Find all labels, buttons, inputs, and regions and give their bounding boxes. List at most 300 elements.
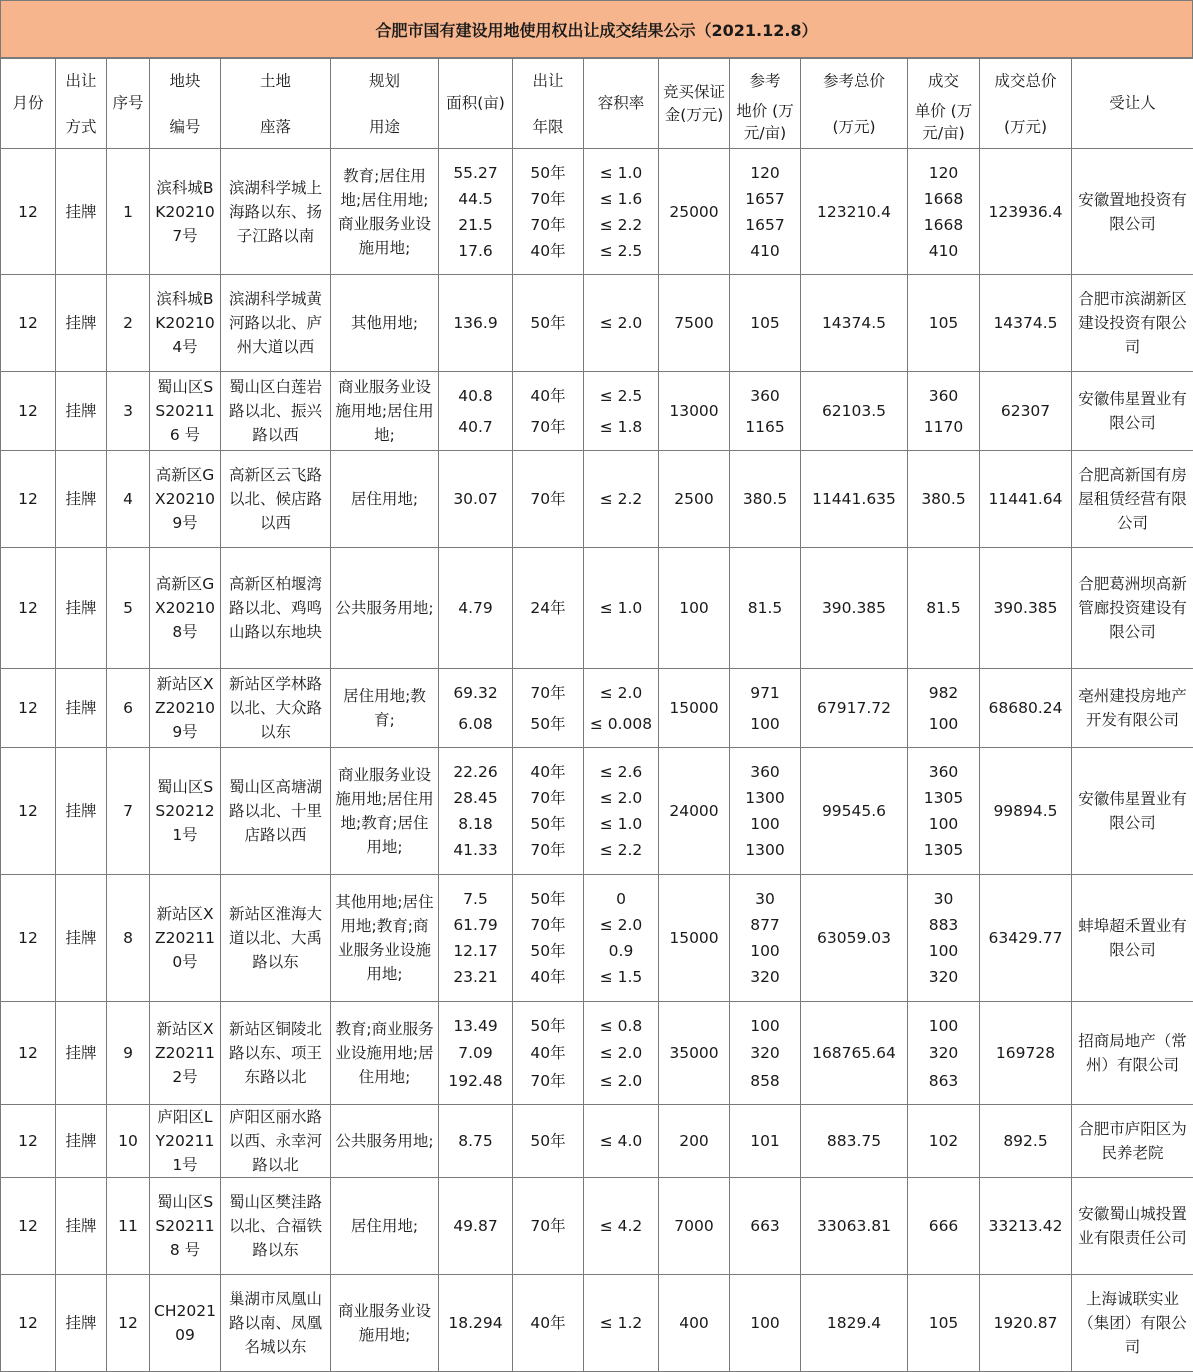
cell-area-value: 69.32 (453, 683, 498, 702)
cell-deal-total: 68680.24 (980, 669, 1072, 748)
cell-term-value: 70年 (530, 417, 566, 436)
header-method: 出让 方式 (56, 59, 107, 149)
cell-deal-total: 62307 (980, 372, 1072, 451)
cell-ref-price (730, 149, 801, 275)
header-usage: 规划 用途 (331, 59, 439, 149)
cell-ref-price (730, 669, 801, 748)
cell-area-value: 18.294 (448, 1314, 503, 1332)
cell-deal-price-value: 982 (928, 683, 959, 702)
header-location: 土地 座落 (221, 59, 331, 149)
cell-term-value: 40年 (530, 1044, 566, 1062)
cell-ref-price-value: 663 (750, 1217, 780, 1235)
cell-ref-price-value: 30 (755, 889, 775, 908)
cell-buyer: 合肥市滨湖新区建设投资有限公司 (1072, 275, 1193, 372)
cell-month: 12 (1, 748, 56, 875)
cell-area-value: 6.08 (458, 714, 493, 733)
cell-area (439, 451, 513, 548)
cell-deposit: 7500 (659, 275, 730, 372)
cell-far (584, 669, 659, 748)
cell-buyer: 安徽置地投资有限公司 (1072, 149, 1193, 275)
cell-term (513, 548, 584, 669)
cell-deal-price-value: 1305 (923, 788, 964, 807)
cell-ref-total: 168765.64 (801, 1002, 908, 1105)
cell-area-value: 55.27 (453, 163, 498, 182)
cell-usage: 教育;居住用地;居住用地;商业服务业设施用地; (331, 149, 439, 275)
cell-deal-price (908, 372, 980, 451)
cell-area-value: 4.79 (458, 599, 493, 617)
cell-parcel: 高新区GX202109号 (150, 451, 221, 548)
cell-usage: 居住用地;教育; (331, 669, 439, 748)
cell-seq: 9 (107, 1002, 150, 1105)
cell-parcel: 滨科城BK202107号 (150, 149, 221, 275)
cell-ref-price-value: 1165 (745, 417, 785, 436)
cell-deal-price-value: 100 (928, 714, 959, 733)
cell-deal-price-value: 81.5 (926, 599, 961, 617)
cell-area-value: 12.17 (453, 942, 498, 961)
cell-seq: 12 (107, 1275, 150, 1372)
cell-deal-price-value: 320 (928, 968, 959, 987)
table-row (1, 748, 1193, 875)
header-month: 月份 (1, 59, 56, 149)
cell-parcel: 新站区XZ202109号 (150, 669, 221, 748)
cell-term (513, 669, 584, 748)
cell-term (513, 875, 584, 1002)
cell-parcel: 庐阳区LY202111号 (150, 1105, 221, 1178)
cell-month: 12 (1, 1275, 56, 1372)
cell-ref-price (730, 1275, 801, 1372)
cell-deposit: 7000 (659, 1178, 730, 1275)
cell-term-value: 50年 (530, 714, 566, 733)
cell-deal-total: 1920.87 (980, 1275, 1072, 1372)
cell-far-value: ≤ 2.0 (599, 915, 643, 934)
cell-far (584, 1178, 659, 1275)
table-row (1, 1178, 1193, 1275)
cell-seq: 7 (107, 748, 150, 875)
cell-area (439, 372, 513, 451)
cell-buyer: 合肥市庐阳区为民养老院 (1072, 1105, 1193, 1178)
cell-term (513, 1178, 584, 1275)
cell-area (439, 669, 513, 748)
cell-deal-total: 63429.77 (980, 875, 1072, 1002)
table-row (1, 669, 1193, 748)
cell-location: 高新区柏堰湾路以北、鸡鸣山路以东地块 (221, 548, 331, 669)
cell-seq: 6 (107, 669, 150, 748)
cell-deal-price (908, 1275, 980, 1372)
cell-area-value: 21.5 (458, 215, 493, 234)
land-transfer-table (0, 58, 1193, 1372)
cell-area-value: 136.9 (453, 314, 498, 332)
cell-ref-price (730, 548, 801, 669)
cell-term-value: 50年 (530, 1132, 566, 1150)
cell-ref-price-value: 1300 (745, 841, 785, 860)
cell-seq: 2 (107, 275, 150, 372)
cell-term-value: 70年 (530, 841, 566, 860)
cell-deal-price-value: 105 (928, 314, 959, 332)
cell-term-value: 50年 (530, 163, 566, 182)
cell-far-value: ≤ 2.2 (599, 490, 643, 508)
cell-ref-price (730, 275, 801, 372)
cell-deal-total: 33213.42 (980, 1178, 1072, 1275)
cell-far-value: ≤ 0.008 (589, 714, 653, 733)
cell-ref-total: 883.75 (801, 1105, 908, 1178)
table-header-row (1, 59, 1193, 149)
cell-deal-price (908, 149, 980, 275)
cell-deal-price (908, 748, 980, 875)
cell-deal-price (908, 669, 980, 748)
cell-term-value: 70年 (530, 1071, 566, 1090)
cell-method: 挂牌 (56, 149, 107, 275)
cell-area (439, 275, 513, 372)
cell-deal-price-value: 1305 (923, 841, 964, 860)
cell-month: 12 (1, 669, 56, 748)
cell-term-value: 40年 (530, 1314, 566, 1332)
cell-ref-price-value: 105 (750, 314, 780, 332)
cell-area (439, 875, 513, 1002)
cell-ref-price-value: 877 (750, 915, 780, 934)
cell-term (513, 1275, 584, 1372)
cell-deal-price-value: 360 (928, 762, 959, 781)
cell-deposit: 400 (659, 1275, 730, 1372)
cell-term-value: 40年 (530, 386, 566, 405)
table-row (1, 875, 1193, 1002)
cell-deal-total: 14374.5 (980, 275, 1072, 372)
cell-far-value: ≤ 4.0 (599, 1132, 643, 1150)
cell-deal-price (908, 1178, 980, 1275)
table-row (1, 1002, 1193, 1105)
cell-term-value: 70年 (530, 215, 566, 234)
cell-buyer: 亳州建投房地产开发有限公司 (1072, 669, 1193, 748)
cell-usage: 居住用地; (331, 451, 439, 548)
cell-deal-price-value: 1170 (923, 417, 964, 436)
cell-area-value: 8.18 (458, 815, 493, 834)
cell-ref-price-value: 971 (750, 683, 780, 702)
cell-ref-price (730, 1002, 801, 1105)
cell-ref-total: 33063.81 (801, 1178, 908, 1275)
cell-deal-total: 11441.64 (980, 451, 1072, 548)
cell-deal-price (908, 1105, 980, 1178)
table-row (1, 1105, 1193, 1178)
cell-deal-price-value: 410 (928, 241, 959, 260)
cell-area (439, 1002, 513, 1105)
cell-deal-price (908, 275, 980, 372)
cell-method: 挂牌 (56, 1105, 107, 1178)
cell-area-value: 17.6 (458, 241, 493, 260)
cell-far-value: ≤ 1.0 (599, 163, 643, 182)
cell-deal-price (908, 548, 980, 669)
cell-buyer: 安徽蜀山城投置业有限责任公司 (1072, 1178, 1193, 1275)
cell-deal-total: 390.385 (980, 548, 1072, 669)
cell-term (513, 748, 584, 875)
cell-deposit: 35000 (659, 1002, 730, 1105)
cell-area-value: 41.33 (453, 841, 498, 860)
cell-buyer: 蚌埠超禾置业有限公司 (1072, 875, 1193, 1002)
cell-area-value: 61.79 (453, 915, 498, 934)
cell-term-value: 70年 (530, 683, 566, 702)
cell-location: 蜀山区高塘湖路以北、十里店路以西 (221, 748, 331, 875)
cell-far-value: ≤ 2.0 (599, 1044, 643, 1062)
cell-deal-price-value: 102 (928, 1132, 959, 1150)
cell-term-value: 70年 (530, 788, 566, 807)
cell-usage: 其他用地; (331, 275, 439, 372)
cell-far-value: ≤ 1.0 (599, 815, 643, 834)
cell-location: 滨湖科学城上海路以东、扬子江路以南 (221, 149, 331, 275)
cell-far-value: ≤ 2.0 (599, 1071, 643, 1090)
cell-ref-price-value: 1657 (745, 215, 785, 234)
cell-month: 12 (1, 275, 56, 372)
cell-area (439, 1105, 513, 1178)
cell-far-value: ≤ 2.6 (599, 762, 643, 781)
cell-far (584, 748, 659, 875)
header-ref-total: 参考总价 (万元) (801, 59, 908, 149)
header-far: 容积率 (584, 59, 659, 149)
cell-term-value: 70年 (530, 915, 566, 934)
cell-method: 挂牌 (56, 1178, 107, 1275)
cell-area-value: 44.5 (458, 189, 493, 208)
cell-parcel: 新站区XZ202110号 (150, 875, 221, 1002)
cell-ref-total: 11441.635 (801, 451, 908, 548)
table-row (1, 275, 1193, 372)
cell-ref-price-value: 101 (750, 1132, 780, 1150)
cell-area-value: 8.75 (458, 1132, 493, 1150)
cell-usage: 教育;商业服务业设施用地;居住用地; (331, 1002, 439, 1105)
cell-area (439, 1178, 513, 1275)
cell-far-value: 0.9 (608, 942, 634, 961)
cell-far-value: 0 (616, 889, 626, 908)
cell-deposit: 200 (659, 1105, 730, 1178)
cell-term-value: 50年 (530, 1016, 566, 1035)
cell-deposit: 15000 (659, 669, 730, 748)
cell-month: 12 (1, 372, 56, 451)
cell-seq: 3 (107, 372, 150, 451)
cell-deal-price-value: 1668 (923, 215, 964, 234)
cell-far-value: ≤ 1.0 (599, 599, 643, 617)
cell-ref-total: 1829.4 (801, 1275, 908, 1372)
cell-deal-price-value: 320 (928, 1044, 959, 1062)
cell-area (439, 149, 513, 275)
cell-location: 庐阳区丽水路以西、永幸河路以北 (221, 1105, 331, 1178)
cell-month: 12 (1, 451, 56, 548)
cell-location: 高新区云飞路以北、候店路以西 (221, 451, 331, 548)
cell-method: 挂牌 (56, 748, 107, 875)
cell-deposit: 13000 (659, 372, 730, 451)
cell-far-value: ≤ 0.8 (599, 1016, 643, 1035)
cell-deposit: 15000 (659, 875, 730, 1002)
cell-location: 新站区学林路以北、大众路以东 (221, 669, 331, 748)
cell-method: 挂牌 (56, 548, 107, 669)
cell-far-value: ≤ 4.2 (599, 1217, 643, 1235)
table-row (1, 451, 1193, 548)
cell-deal-price-value: 100 (928, 942, 959, 961)
cell-ref-price-value: 1657 (745, 189, 785, 208)
cell-parcel: 蜀山区SS202116 号 (150, 372, 221, 451)
cell-deal-price (908, 451, 980, 548)
cell-method: 挂牌 (56, 1275, 107, 1372)
cell-term-value: 70年 (530, 490, 566, 508)
cell-ref-price (730, 875, 801, 1002)
cell-buyer: 上海诚联实业（集团）有限公司 (1072, 1275, 1193, 1372)
cell-ref-price-value: 1300 (745, 788, 785, 807)
cell-area-value: 7.09 (458, 1044, 493, 1062)
cell-ref-price-value: 320 (750, 1044, 780, 1062)
header-term: 出让 年限 (513, 59, 584, 149)
cell-buyer: 安徽伟星置业有限公司 (1072, 372, 1193, 451)
cell-usage: 公共服务用地; (331, 548, 439, 669)
header-ref-price: 参考 地价 (万元/亩) (730, 59, 801, 149)
cell-deal-price-value: 105 (928, 1314, 959, 1332)
cell-term-value: 50年 (530, 889, 566, 908)
cell-ref-price-value: 100 (750, 714, 780, 733)
cell-ref-price-value: 410 (750, 241, 780, 260)
cell-area-value: 7.5 (463, 889, 488, 908)
cell-far (584, 1275, 659, 1372)
cell-deal-total: 169728 (980, 1002, 1072, 1105)
cell-far (584, 1105, 659, 1178)
cell-term (513, 372, 584, 451)
cell-area-value: 13.49 (453, 1016, 498, 1035)
cell-ref-price-value: 81.5 (747, 599, 783, 617)
table-row (1, 1275, 1193, 1372)
cell-deposit: 2500 (659, 451, 730, 548)
cell-seq: 1 (107, 149, 150, 275)
cell-term-value: 50年 (530, 314, 566, 332)
cell-parcel: 蜀山区SS202118 号 (150, 1178, 221, 1275)
cell-far-value: ≤ 1.5 (599, 968, 643, 987)
cell-area (439, 548, 513, 669)
cell-method: 挂牌 (56, 372, 107, 451)
cell-month: 12 (1, 1105, 56, 1178)
cell-deal-price-value: 30 (933, 889, 954, 908)
cell-area (439, 748, 513, 875)
cell-buyer: 合肥葛洲坝高新管廊投资建设有限公司 (1072, 548, 1193, 669)
cell-usage: 商业服务业设施用地; (331, 1275, 439, 1372)
cell-deal-total: 99894.5 (980, 748, 1072, 875)
cell-month: 12 (1, 149, 56, 275)
header-area: 面积(亩) (439, 59, 513, 149)
cell-area-value: 22.26 (453, 762, 498, 781)
cell-parcel: 滨科城BK202104号 (150, 275, 221, 372)
header-seq: 序号 (107, 59, 150, 149)
header-deal-price: 成交 单价 (万元/亩) (908, 59, 980, 149)
cell-far (584, 1002, 659, 1105)
cell-far-value: ≤ 1.6 (599, 189, 643, 208)
cell-seq: 4 (107, 451, 150, 548)
cell-term-value: 40年 (530, 762, 566, 781)
cell-far-value: ≤ 2.0 (599, 788, 643, 807)
cell-method: 挂牌 (56, 669, 107, 748)
cell-ref-price-value: 100 (750, 1314, 780, 1332)
cell-deposit: 25000 (659, 149, 730, 275)
cell-month: 12 (1, 1178, 56, 1275)
cell-ref-price (730, 1178, 801, 1275)
cell-far-value: ≤ 2.2 (599, 841, 643, 860)
cell-far (584, 875, 659, 1002)
cell-month: 12 (1, 875, 56, 1002)
cell-deal-price (908, 875, 980, 1002)
cell-parcel: 新站区XZ202112号 (150, 1002, 221, 1105)
cell-deal-price-value: 360 (928, 386, 959, 405)
cell-area-value: 30.07 (453, 490, 498, 508)
cell-deal-price-value: 100 (928, 1016, 959, 1035)
cell-method: 挂牌 (56, 451, 107, 548)
cell-seq: 11 (107, 1178, 150, 1275)
cell-ref-price-value: 320 (750, 968, 780, 987)
cell-far-value: ≤ 2.0 (599, 314, 643, 332)
cell-area-value: 192.48 (448, 1071, 503, 1090)
cell-location: 新站区淮海大道以北、大禹路以东 (221, 875, 331, 1002)
cell-ref-price-value: 360 (750, 762, 780, 781)
cell-deal-price (908, 1002, 980, 1105)
cell-ref-price-value: 360 (750, 386, 780, 405)
header-buyer: 受让人 (1072, 59, 1193, 149)
cell-ref-total: 99545.6 (801, 748, 908, 875)
table-row (1, 149, 1193, 275)
cell-deal-price-value: 1668 (923, 189, 964, 208)
cell-ref-total: 62103.5 (801, 372, 908, 451)
cell-ref-price (730, 372, 801, 451)
cell-month: 12 (1, 1002, 56, 1105)
cell-far-value: ≤ 1.8 (599, 417, 643, 436)
cell-method: 挂牌 (56, 275, 107, 372)
cell-term-value: 40年 (530, 968, 566, 987)
cell-term-value: 50年 (530, 815, 566, 834)
cell-ref-total: 67917.72 (801, 669, 908, 748)
header-deal-total: 成交总价 (万元) (980, 59, 1072, 149)
cell-location: 新站区铜陵北路以东、项王东路以北 (221, 1002, 331, 1105)
cell-ref-total: 390.385 (801, 548, 908, 669)
cell-deal-price-value: 120 (928, 163, 959, 182)
cell-location: 蜀山区白莲岩路以北、振兴路以西 (221, 372, 331, 451)
cell-ref-total: 123210.4 (801, 149, 908, 275)
cell-ref-price (730, 451, 801, 548)
cell-ref-price-value: 858 (750, 1071, 780, 1090)
cell-term (513, 149, 584, 275)
cell-far-value: ≤ 2.5 (599, 241, 643, 260)
cell-ref-price (730, 748, 801, 875)
cell-far-value: ≤ 2.0 (599, 683, 643, 702)
cell-ref-price-value: 120 (750, 163, 780, 182)
cell-location: 蜀山区樊洼路以北、合福铁路以东 (221, 1178, 331, 1275)
cell-usage: 居住用地; (331, 1178, 439, 1275)
cell-ref-total: 14374.5 (801, 275, 908, 372)
cell-deal-price-value: 380.5 (921, 490, 966, 508)
cell-deal-price-value: 666 (928, 1217, 959, 1235)
cell-ref-total: 63059.03 (801, 875, 908, 1002)
table-row (1, 548, 1193, 669)
cell-ref-price-value: 100 (750, 942, 780, 961)
cell-deal-price-value: 863 (928, 1071, 959, 1090)
cell-buyer: 合肥高新国有房屋租赁经营有限公司 (1072, 451, 1193, 548)
cell-seq: 8 (107, 875, 150, 1002)
cell-far-value: ≤ 2.2 (599, 215, 643, 234)
cell-usage: 商业服务业设施用地;居住用地;教育;居住用地; (331, 748, 439, 875)
cell-method: 挂牌 (56, 875, 107, 1002)
cell-term-value: 50年 (530, 942, 566, 961)
cell-area-value: 49.87 (453, 1217, 498, 1235)
cell-ref-price (730, 1105, 801, 1178)
cell-usage: 商业服务业设施用地;居住用地; (331, 372, 439, 451)
table-row (1, 372, 1193, 451)
cell-far (584, 548, 659, 669)
cell-deposit: 24000 (659, 748, 730, 875)
cell-area-value: 40.8 (458, 386, 493, 405)
cell-month: 12 (1, 548, 56, 669)
cell-term (513, 451, 584, 548)
cell-parcel: 蜀山区SS202121号 (150, 748, 221, 875)
cell-far (584, 275, 659, 372)
cell-parcel: 高新区GX202108号 (150, 548, 221, 669)
cell-deal-price-value: 100 (928, 815, 959, 834)
sheet-title: 合肥市国有建设用地使用权出让成交结果公示（2021.12.8） (0, 0, 1193, 58)
